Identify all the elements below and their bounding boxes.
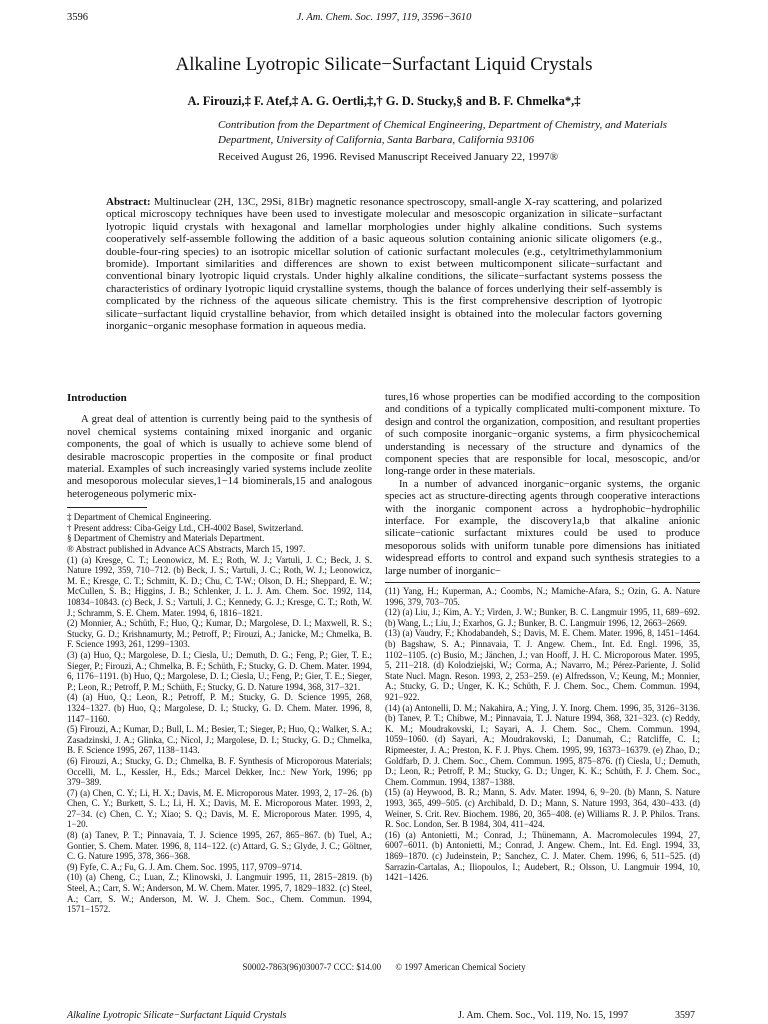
copyright: © 1997 American Chemical Society [395, 962, 526, 972]
author-list: A. Firouzi,‡ F. Atef,‡ A. G. Oertli,‡,† G. D. Stucky,§ and B. F. Chmelka*,‡ [187, 94, 581, 108]
footnotes [67, 512, 372, 554]
reference: (14) (a) Antonelli, D. M.; Nakahira, A.; Ying, J. Y. Inorg. Chem. 1996, 35, 3126−3136. (b) Tanev, P. T.; Chibwe, M.; Pinnavaia, T. J. Nature 1994, 368, 321−323. (c) Reddy, K. M.; Moudrakovski, I.; Sayari, A. J. Chem. Soc., Chem. Commun. 1994, 1059−1060. (d) Sayari, A.; Moudrakovski, I.; Danumah, C.; Ratcliffe, C. I.; Ripmeester, J. A.; Preston, K. F. J. Phys. Chem. 1995, 99, 16373−16379. (e) Zhao, D.; Goldfarb, D. J. Chem. Soc., Chem. Commun. 1995, 875−876. (f) Ciesla, U.; Demuth, D.; Leon, R.; Petroff, P. M.; Stucky, G. D.; Unger, K. K.; Schüth, F. J. Chem. Soc., Chem. Commun. 1994, 1387−1388. [385, 702, 700, 787]
bottom-journal: J. Am. Chem. Soc., Vol. 119, No. 15, 1997 [458, 1010, 629, 1021]
reference: (5) Firouzi, A.; Kumar, D.; Bull, L. M.; Besier, T.; Sieger, P.; Huo, Q.; Walker, S. A.; Zasadzinski, J. A.; Glinka, C.; Nicol, J.; Margolese, D. I.; Stucky, G. D.; Chmelka, B. F. Science 1995, 267, 1138−1143. [67, 724, 372, 756]
reference: (8) (a) Tanev, P. T.; Pinnavaia, T. J. Science 1995, 267, 865−867. (b) Tuel, A.; Gontier, S. Chem. Mater. 1996, 8, 114−122. (c) Attard, G. S.; Glyde, J. C.; Göltner, C. G. Nature 1995, 378, 366−368. [67, 830, 372, 862]
right-column [385, 392, 700, 883]
footnote: † Present address: Ciba-Geigy Ltd., CH-4002 Basel, Switzerland. [67, 522, 304, 533]
reference: (10) (a) Cheng, C.; Luan, Z.; Klinowski, J. Langmuir 1995, 11, 2815−2819. (b) Steel, A.; Carr, S. W.; Anderson, M. W. Chem. Mater. 1995, 7, 1829−1832. (c) Steel, A.; Carr, S. W.; Anderson, M. W. J. Chem. Soc., Chem. Commun. 1994, 1571−1572. [67, 872, 372, 915]
intro-paragraph-1: A great deal of attention is currently being paid to the synthesis of novel chemical systems containing mixed inorganic and organic components, the goal of which is usually to achieve some blend of desirable macroscopic properties in the composite or final product material. Examples of such increasingly varied systems include zeolite and mesoporous molecular sieves,1−14 biominerals,15 and analogous heterogeneous polymeric mix- [67, 414, 372, 500]
bottom-running-title: Alkaline Lyotropic Silicate−Surfactant Liquid Crystals [67, 1010, 287, 1021]
references-left [67, 555, 372, 915]
bottom-page-number: 3597 [675, 1010, 695, 1021]
reference: (7) (a) Chen, C. Y.; Li, H. X.; Davis, M. E. Microporous Mater. 1993, 2, 17−26. (b) Chen, C. Y.; Burkett, S. L.; Li, H. X.; Davis, M. E. Microporous Mater. 1993, 2, 27−34. (c) Chen, C. Y.; Xiao; S. Q.; Davis, M. E. Microporous Mater. 1995, 4, 1−20. [67, 787, 372, 830]
intro-paragraph-2: tures,16 whose properties can be modified according to the composition and conditions of a typically complicated multi-component mixture. To design and control the organization, composition, and resultant properties of such composite inorganic−organic systems, a firm physicochemical understanding is necessary of the structure and dynamics of the component species that are responsible for local, mesoscopic, and/or long-range order in these materials. [385, 392, 700, 478]
reference: (4) (a) Huo, Q.; Leon, R.; Petroff, P. M.; Stucky, G. D. Science 1995, 268, 1324−1327. (b) Huo, Q.; Margolese, D. I.; Stucky, G. D. Chem. Mater. 1996, 8, 1147−1160. [67, 692, 372, 724]
references-rule [385, 582, 700, 583]
left-column [67, 392, 372, 915]
affiliation: Contribution from the Department of Chemical Engineering, Department of Chemistry, and Materials Department, University of California, Santa Barbara, California 93106 [218, 119, 668, 146]
page-number: 3596 [67, 12, 88, 23]
reference: (2) Monnier, A.; Schüth, F.; Huo, Q.; Kumar, D.; Margolese, D. I.; Maxwell, R. S.; Stucky, G. D.; Krishnamurty, M.; Petroff, P.; Firouzi, A.; Janicke, M.; Chmelka, B. F. Science 1993, 261, 1299−1303. [67, 618, 372, 650]
footnote-rule [67, 507, 147, 508]
reference: (3) (a) Huo, Q.; Margolese, D. I.; Ciesla, U.; Demuth, D. G.; Feng, P.; Gier, T. E.; Sieger, P.; Firouzi, A.; Chmelka, B. F.; Schüth, F.; Stucky, G. D. Chem. Mater. 1994, 6, 1176−1191. (b) Huo, Q.; Margolese, D. I.; Ciesla, U.; Feng, P.; Gier, T. E.; Sieger, P.; Leon, R.; Petroff, P. M.; Schüth, F.; Stucky, G. D. Nature 1994, 368, 317−321. [67, 649, 372, 692]
reference: (11) Yang, H.; Kuperman, A.; Coombs, N.; Mamiche-Afara, S.; Ozin, G. A. Nature 1996, 379, 703−705. [385, 586, 700, 607]
reference: (15) (a) Heywood, B. R.; Mann, S. Adv. Mater. 1994, 6, 9−20. (b) Mann, S. Nature 1993, 365, 499−505. (c) Archibald, D. D.; Mann, S. Nature 1993, 364, 430−433. (d) Weiner, S. Crit. Rev. Biochem. 1986, 20, 365−408. (e) Williams R. J. P. Philos. Trans. R. Soc. London, Ser. B 1984, 304, 411−424. [385, 787, 700, 830]
references-right [385, 586, 700, 883]
article-title: Alkaline Lyotropic Silicate−Surfactant Liquid Crystals [175, 54, 593, 75]
running-head: J. Am. Chem. Soc. 1997, 119, 3596−3610 [296, 12, 472, 23]
footnote: ® Abstract published in Advance ACS Abstracts, March 15, 1997. [67, 544, 306, 555]
reference: (6) Firouzi, A.; Stucky, G. D.; Chmelka, B. F. Synthesis of Microporous Materials; Occelli, M. L., Kessler, H., Eds.; Marcel Dekker, Inc.: New York, 1996; pp 379−389. [67, 755, 372, 788]
reference: (13) (a) Vaudry, F.; Khodabandeh, S.; Davis, M. E. Chem. Mater. 1996, 8, 1451−1464. (b) Bagshaw, S. A.; Pinnavaia, T. J. Angew. Chem., Int. Ed. Engl. 1996, 35, 1102−1105. (c) Busio, M.; Jänchen, J.; van Hooff, J. H. C. Microporous Mater. 1995, 5, 211−218. (d) Kolodziejski, W.; Corma, A.; Navarro, M.; Pérez-Pariente, J. Solid State Nucl. Magn. Reson. 1993, 2, 253−259. (e) Alfredsson, V.; Keung, M.; Monnier, A.; Stucky, G. D.; Unger, K. K.; Schüth, F. J. Chem. Soc., Chem. Commun. 1994, 921−922. [385, 628, 700, 703]
reference: (9) Fyfe, C. A.; Fu, G. J. Am. Chem. Soc. 1995, 117, 9709−9714. [67, 861, 303, 872]
abstract [106, 196, 662, 332]
article-code: S0002-7863(96)03007-7 CCC: $14.00 [242, 962, 382, 972]
received-dates: Received August 26, 1996. Revised Manuscript Received January 22, 1997® [218, 151, 559, 163]
footnote: ‡ Department of Chemical Engineering. [67, 512, 212, 523]
intro-paragraph-3: In a number of advanced inorganic−organic systems, the organic species act as structure-directing agents through cooperative interactions with the inorganic component across a hydrophobic−hydrophilic interface. For example, the discovery1a,b that alkaline anionic silicate−cationic surfactant mixtures could be used to produce mesoporous solids with uniform tunable pore dimensions has initiated widespread efforts to control and expand such synthesis strategies to a large number of inorganic− [385, 478, 700, 577]
footnote: § Department of Chemistry and Materials Department. [67, 533, 265, 544]
abstract-label: Abstract: [106, 196, 151, 208]
abstract-text: Multinuclear (2H, 13C, 29Si, 81Br) magnetic resonance spectroscopy, small-angle X-ray scattering, and polarized optical microscopy techniques have been used to investigate molecular and mesoscopic organization in silicate−surfactant lyotropic liquid crystals with hexagonal and lamellar morphologies under highly alkaline conditions. Such systems cooperatively self-assemble following the addition of a basic aqueous solution containing anionic silicate oligomers (e.g., double-four-ring species) to an isotropic micellar solution of cationic surfactant molecules (e.g., cetyltrimethylammonium bromide). Important similarities and differences are shown to exist between multicomponent silicate−surfactant and conventional binary lyotropic liquid crystals. Under highly alkaline conditions, the silicate−surfactant systems possess the characteristics of ordinary lyotropic liquid crystalline systems, though the balance of forces underlying their self-assembly is complicated by the richness of the aqueous silicate chemistry. This is the first comprehensive description of lyotropic silicate−surfactant liquid crystalline behavior, from which detailed insight is obtained into the molecular factors governing inorganic−organic mesophase formation in aqueous media. [106, 196, 662, 333]
reference: (1) (a) Kresge, C. T.; Leonowicz, M. E.; Roth, W. J.; Vartuli, J. C.; Beck, J. S. Nature 1992, 359, 710−712. (b) Beck, J. S.; Vartuli, J. C.; Roth, W. J.; Leonowicz, M. E.; Kresge, C. T.; Schmitt, K. D.; Chu, C. T-W.; Olson, D. H.; Sheppard, E. W.; McCullen, S. B.; Higgins, J. B.; Schlenker, J. L. J. Am. Chem. Soc. 1992, 114, 10834−10843. (c) Beck, J. S.; Vartuli, J. C.; Kennedy, G. J.; Kresge, C. T.; Roth, W. J.; Schramm, S. E. Chem. Mater. 1994, 6, 1816−1821. [67, 554, 372, 618]
reference: (16) (a) Antonietti, M.; Conrad, J.; Thünemann, A. Macromolecules 1994, 27, 6007−6011. (b) Antonietti, M.; Conrad, J. Angew. Chem., Int. Ed. Engl. 1994, 33, 1869−1870. (c) Judeinstein, P.; Sanchez, C. J. Mater. Chem. 1996, 6, 511−525. (d) Sarrazin-Cartalas, A.; Iliopoulos, I.; Audebert, R.; Olsson, U. Langmuir 1994, 10, 1421−1426. [385, 829, 700, 883]
reference: (12) (a) Liu, J.; Kim, A. Y.; Virden, J. W.; Bunker, B. C. Langmuir 1995, 11, 689−692. (b) Wang, L.; Liu, J.; Exarhos, G. J.; Bunker, B. C. Langmuir 1996, 12, 2663−2669. [385, 607, 700, 628]
footer-line [0, 962, 768, 972]
section-heading-introduction: Introduction [67, 392, 127, 404]
